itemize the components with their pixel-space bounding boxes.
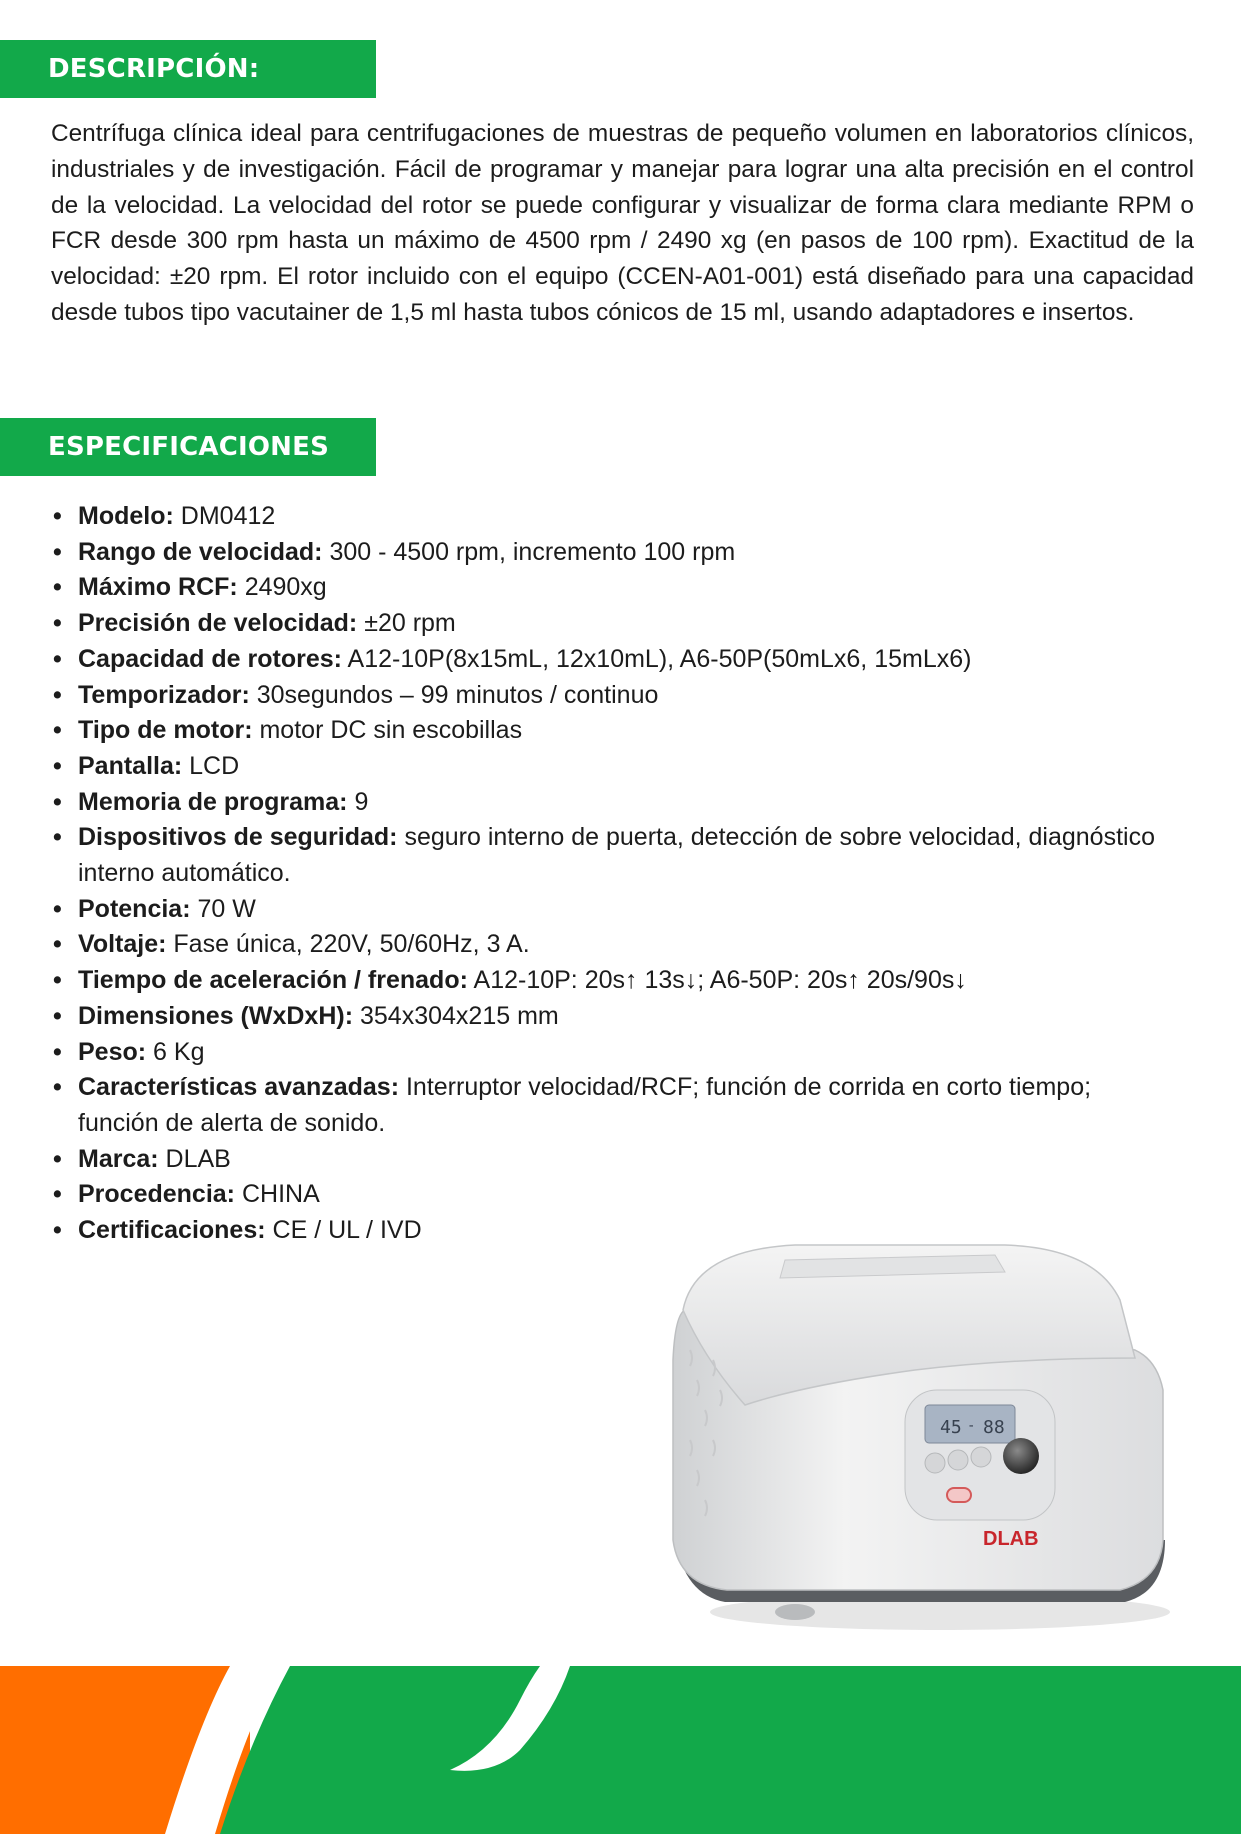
spec-value: DM0412 — [180, 502, 276, 530]
spec-label: Potencia: — [78, 894, 191, 923]
spec-value: 70 W — [197, 894, 256, 923]
spec-label: Procedencia: — [78, 1180, 236, 1209]
spec-label: Rango de velocidad: — [78, 537, 323, 566]
centrifuge-image — [665, 1240, 1175, 1640]
spec-value: 354x304x215 mm — [360, 1001, 559, 1030]
spec-value: 300 - 4500 rpm, incremento 100 rpm — [329, 537, 736, 566]
footer-green-band — [220, 1666, 1241, 1834]
spec-label: Peso: — [78, 1037, 147, 1066]
spec-value: 30segundos – 99 minutos / continuo — [256, 680, 659, 709]
description-text: Centrífuga clínica ideal para centrifugaciones de muestras de pequeño volumen en laboratorios clínicos, industriales y de investigación. Fácil de programar y manejar para lograr una alta precisión en el control de la velocidad. La velocidad del rotor se puede configurar y visualizar de forma clara mediante RPM o FCR desde 300 rpm hasta un máximo de 4500 rpm / 2490 xg (en pasos de 100 rpm). Exactitud de la velocidad: ±20 rpm. El rotor incluido con el equipo (CCEN-A01-001) está diseñado para una capacidad desde tubos tipo vacutainer de 1,5 ml hasta tubos cónicos de 15 ml, usando adaptadores e insertos. — [51, 120, 1194, 326]
spec-label: Dimensiones (WxDxH): — [78, 1001, 354, 1030]
spec-value: CE / UL / IVD — [272, 1216, 422, 1245]
spec-item-voltaje — [51, 927, 1171, 963]
spec-item-pantalla — [51, 749, 1171, 785]
spec-value: A12-10P(8x15mL, 12x10mL), A6-50P(50mLx6, 15mLx6) — [347, 644, 972, 673]
foot — [775, 1604, 815, 1620]
spec-value: LCD — [189, 751, 240, 780]
spec-item-marca — [51, 1142, 1171, 1178]
footer-banner — [0, 1660, 1241, 1834]
spec-label: Certificaciones: — [78, 1216, 266, 1245]
spec-item-modelo — [51, 499, 1171, 535]
spec-value: 9 — [354, 787, 369, 816]
spec-label: Marca: — [78, 1144, 159, 1173]
spec-item-procedencia — [51, 1177, 1171, 1213]
panel-button — [948, 1450, 968, 1470]
spec-label: Capacidad de rotores: — [78, 644, 342, 673]
spec-value: 6 Kg — [153, 1037, 205, 1066]
spec-item-seguridad — [51, 820, 1171, 891]
specifications-header: ESPECIFICACIONES — [0, 418, 376, 476]
lcd-left-value: 45 — [940, 1417, 962, 1438]
lcd-dash: - — [967, 1418, 976, 1434]
spec-item-rango-velocidad — [51, 535, 1171, 571]
spec-label: Tiempo de aceleración / frenado: — [78, 966, 468, 995]
stop-button — [947, 1488, 971, 1502]
spec-item-peso — [51, 1035, 1171, 1071]
spec-label: Dispositivos de seguridad: — [78, 823, 398, 852]
specifications-list — [51, 499, 1171, 1249]
panel-button — [925, 1453, 945, 1473]
spec-value: Interruptor velocidad/RCF; función de corrida en corto tiempo; función de alerta de sonido. — [78, 1073, 1092, 1137]
spec-value: Fase única, 220V, 50/60Hz, 3 A. — [173, 930, 530, 959]
spec-item-maximo-rcf — [51, 570, 1171, 606]
spec-label: Modelo: — [78, 502, 174, 530]
spec-value: motor DC sin escobillas — [259, 716, 523, 745]
spec-label: Voltaje: — [78, 930, 167, 959]
spec-value: A12-10P: 20s↑ 13s↓; A6-50P: 20s↑ 20s/90s↓ — [473, 966, 967, 995]
speed-knob — [1003, 1438, 1039, 1474]
spec-value: seguro interno de puerta, detección de sobre velocidad, diagnóstico interno automático. — [78, 823, 1155, 888]
spec-label: Máximo RCF: — [78, 573, 238, 602]
spec-item-tipo-motor — [51, 713, 1171, 749]
brand-logo: DLAB — [983, 1528, 1039, 1550]
spec-item-potencia — [51, 892, 1171, 928]
spec-value: ±20 rpm — [364, 609, 456, 638]
spec-label: Memoria de programa: — [78, 787, 348, 816]
spec-item-aceleracion — [51, 963, 1171, 999]
lcd-right-value: 88 — [983, 1417, 1005, 1438]
spec-label: Tipo de motor: — [78, 716, 253, 745]
spec-label: Características avanzadas: — [78, 1073, 400, 1102]
spec-item-temporizador — [51, 678, 1171, 714]
spec-item-capacidad — [51, 642, 1171, 678]
spec-item-caracteristicas — [51, 1070, 1171, 1141]
spec-value: DLAB — [165, 1144, 231, 1173]
spec-item-memoria — [51, 785, 1171, 821]
spec-label: Temporizador: — [78, 680, 250, 709]
description-header: DESCRIPCIÓN: — [0, 40, 376, 98]
spec-value: 2490xg — [244, 573, 327, 602]
spec-value: CHINA — [241, 1180, 320, 1209]
panel-button — [971, 1447, 991, 1467]
spec-item-precision — [51, 606, 1171, 642]
spec-label: Pantalla: — [78, 751, 183, 780]
spec-item-dimensiones — [51, 999, 1171, 1035]
spec-label: Precisión de velocidad: — [78, 609, 358, 638]
